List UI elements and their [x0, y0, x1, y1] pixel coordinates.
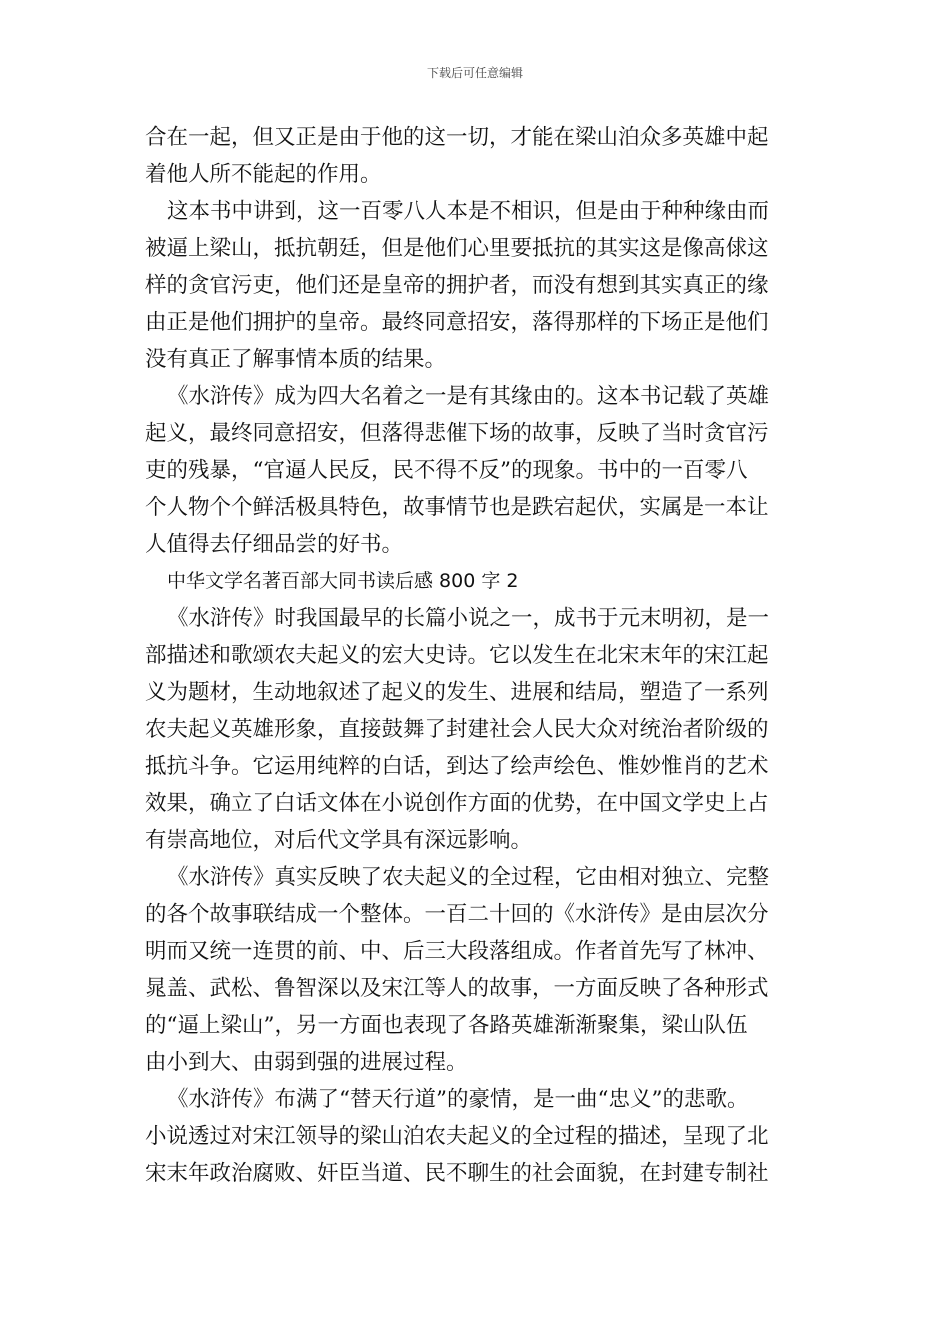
text-line: 由小到大、由弱到强的进展过程。 — [145, 1050, 468, 1075]
text-line: 义为题材，生动地叙述了起义的发生、进展和结局，塑造了一系列 — [145, 680, 769, 705]
text-line: 个人物个个鲜活极具特色，故事情节也是跌宕起伏，实属是一本让 — [145, 495, 769, 520]
text-line: 宋末年政治腐败、奸臣当道、民不聊生的社会面貌，在封建专制社 — [145, 1161, 769, 1186]
text-line: 的“逼上梁山”，另一方面也表现了各路英雄渐渐聚集，梁山队伍 — [145, 1013, 748, 1038]
text-line: 没有真正了解事情本质的结果。 — [145, 347, 447, 372]
text-line: 《水浒传》布满了“替天行道”的豪情，是一曲“忠义”的悲歌。 — [167, 1087, 749, 1112]
text-line: 由正是他们拥护的皇帝。最终同意招安，落得那样的下场正是他们 — [145, 310, 769, 335]
text-line: 晁盖、武松、鲁智深以及宋江等人的故事，一方面反映了各种形式 — [145, 976, 769, 1001]
text-line: 《水浒传》真实反映了农夫起义的全过程，它由相对独立、完整 — [167, 865, 770, 890]
text-line: 人值得去仔细品尝的好书。 — [145, 532, 404, 557]
text-line: 《水浒传》成为四大名着之一是有其缘由的。这本书记载了英雄 — [167, 384, 770, 409]
text-line: 这本书中讲到，这一百零八人本是不相识，但是由于种种缘由而 — [167, 199, 770, 224]
text-line: 农夫起义英雄形象，直接鼓舞了封建社会人民大众对统治者阶级的 — [145, 717, 769, 742]
text-line: 吏的残暴，“官逼人民反，民不得不反”的现象。书中的一百零八 — [145, 458, 748, 483]
text-line: 明而又统一连贯的前、中、后三大段落组成。作者首先写了林冲、 — [145, 939, 769, 964]
text-line: 的各个故事联结成一个整体。一百二十回的《水浒传》是由层次分 — [145, 902, 769, 927]
text-line: 着他人所不能起的作用。 — [145, 162, 382, 187]
page-header: 下载后可任意编辑 — [426, 66, 523, 80]
document-body — [145, 119, 825, 1192]
text-line: 被逼上梁山，抵抗朝廷，但是他们心里要抵抗的其实这是像高俅这 — [145, 236, 769, 261]
text-line: 抵抗斗争。它运用纯粹的白话，到达了绘声绘色、惟妙惟肖的艺术 — [145, 754, 769, 779]
text-line: 部描述和歌颂农夫起义的宏大史诗。它以发生在北宋末年的宋江起 — [145, 643, 769, 668]
text-line: 样的贪官污吏，他们还是皇帝的拥护者，而没有想到其实真正的缘 — [145, 273, 769, 298]
text-line: 效果，确立了白话文体在小说创作方面的优势，在中国文学史上占 — [145, 791, 769, 816]
text-line: 小说透过对宋江领导的梁山泊农夫起义的全过程的描述，呈现了北 — [145, 1124, 769, 1149]
section-heading: 中华文学名著百部大同书读后感 800 字 2 — [167, 570, 519, 592]
text-line: 有崇高地位，对后代文学具有深远影响。 — [145, 828, 533, 853]
text-line: 合在一起，但又正是由于他的这一切，才能在梁山泊众多英雄中起 — [145, 125, 769, 150]
text-line: 起义，最终同意招安，但落得悲催下场的故事，反映了当时贪官污 — [145, 421, 769, 446]
text-line: 《水浒传》时我国最早的长篇小说之一，成书于元末明初，是一 — [167, 606, 770, 631]
